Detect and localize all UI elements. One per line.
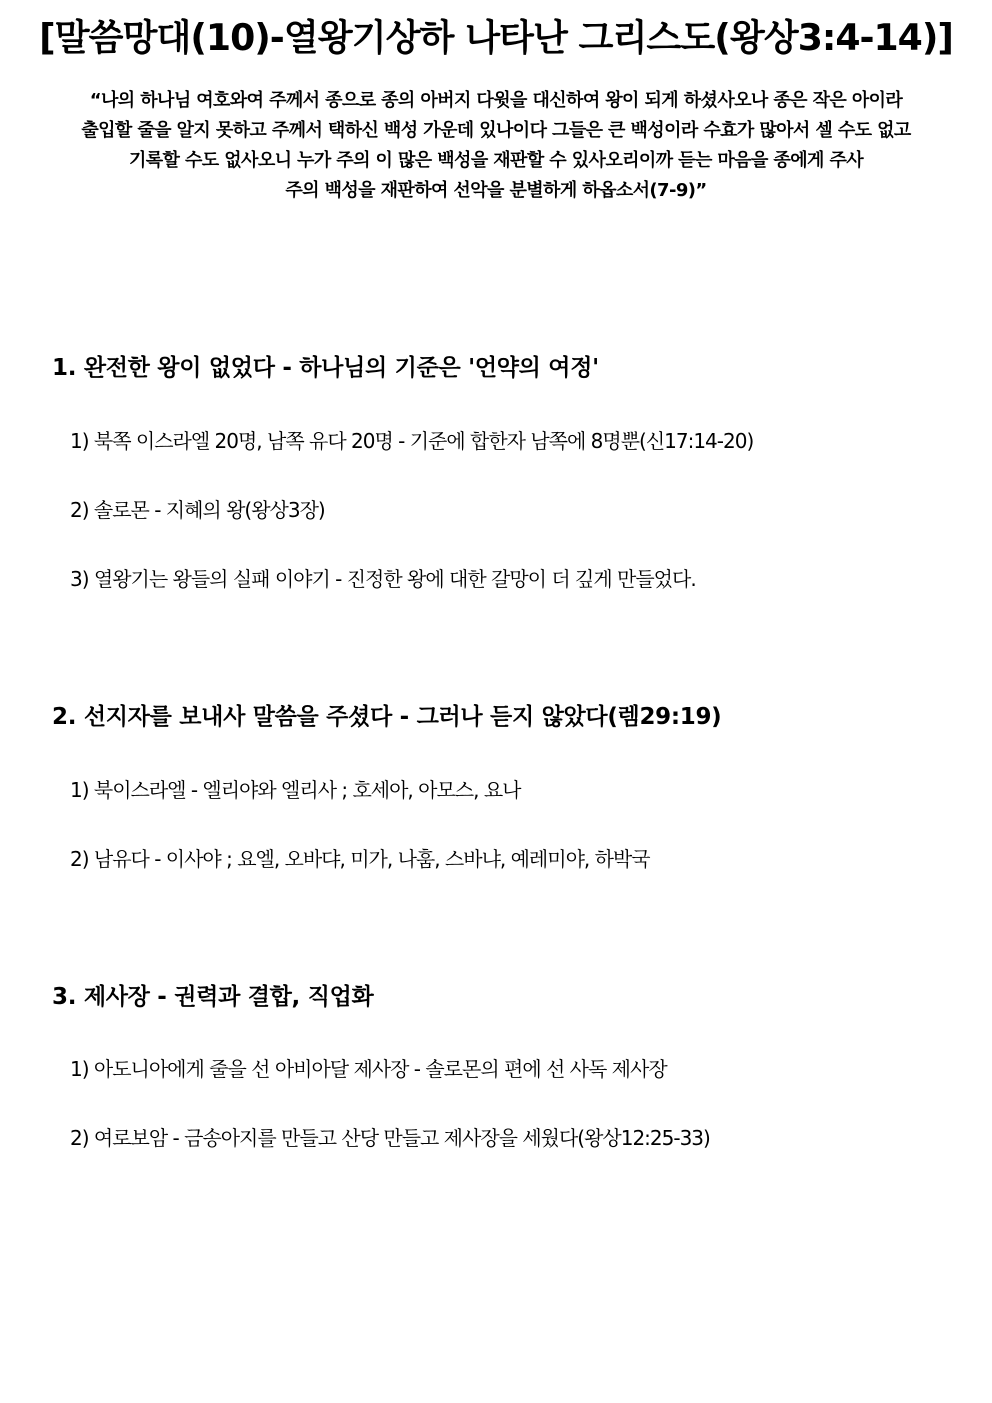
scripture-quote: [40, 86, 952, 206]
quote-line: 출입할 줄을 알지 못하고 주께서 택하신 백성 가운데 있나이다 그들은 큰 백성이라 수효가 많아서 셀 수도 없고: [81, 120, 911, 141]
section-2-heading: 2. 선지자를 보내사 말씀을 주셨다 - 그러나 듣지 않았다(렘29:19): [52, 704, 722, 730]
quote-line: 주의 백성을 재판하여 선악을 분별하게 하옵소서(7-9)”: [285, 180, 707, 201]
section-2-item-2: 2) 남유다 - 이사야 ; 요엘, 오바댜, 미가, 나훔, 스바냐, 예레미야, 하박국: [70, 847, 650, 871]
section-1-heading: 1. 완전한 왕이 없었다 - 하나님의 기준은 '언약의 여정': [52, 355, 599, 381]
quote-line: “나의 하나님 여호와여 주께서 종으로 종의 아버지 다윗을 대신하여 왕이 되게 하셨사오나 종은 작은 아이라: [89, 90, 903, 111]
section-3-item-2: 2) 여로보암 - 금송아지를 만들고 산당 만들고 제사장을 세웠다(왕상12:25-33): [70, 1126, 710, 1150]
section-1-item-3: 3) 열왕기는 왕들의 실패 이야기 - 진정한 왕에 대한 갈망이 더 깊게 만들었다.: [70, 567, 696, 591]
section-2-item-1: 1) 북이스라엘 - 엘리야와 엘리사 ; 호세아, 아모스, 요나: [70, 778, 521, 802]
section-3-heading: 3. 제사장 - 권력과 결합, 직업화: [52, 984, 374, 1010]
section-1-item-2: 2) 솔로몬 - 지혜의 왕(왕상3장): [70, 498, 325, 522]
quote-line: 기록할 수도 없사오니 누가 주의 이 많은 백성을 재판할 수 있사오리이까 듣는 마음을 종에게 주사: [128, 150, 864, 171]
section-1-item-1: 1) 북쪽 이스라엘 20명, 남쪽 유다 20명 - 기준에 합한자 남쪽에 8명뿐(신17:14-20): [70, 429, 754, 453]
section-3-item-1: 1) 아도니아에게 줄을 선 아비아달 제사장 - 솔로몬의 편에 선 사독 제사장: [70, 1057, 667, 1081]
document-title: [말씀망대(10)-열왕기상하 나타난 그리스도(왕상3:4-14)]: [39, 16, 953, 59]
